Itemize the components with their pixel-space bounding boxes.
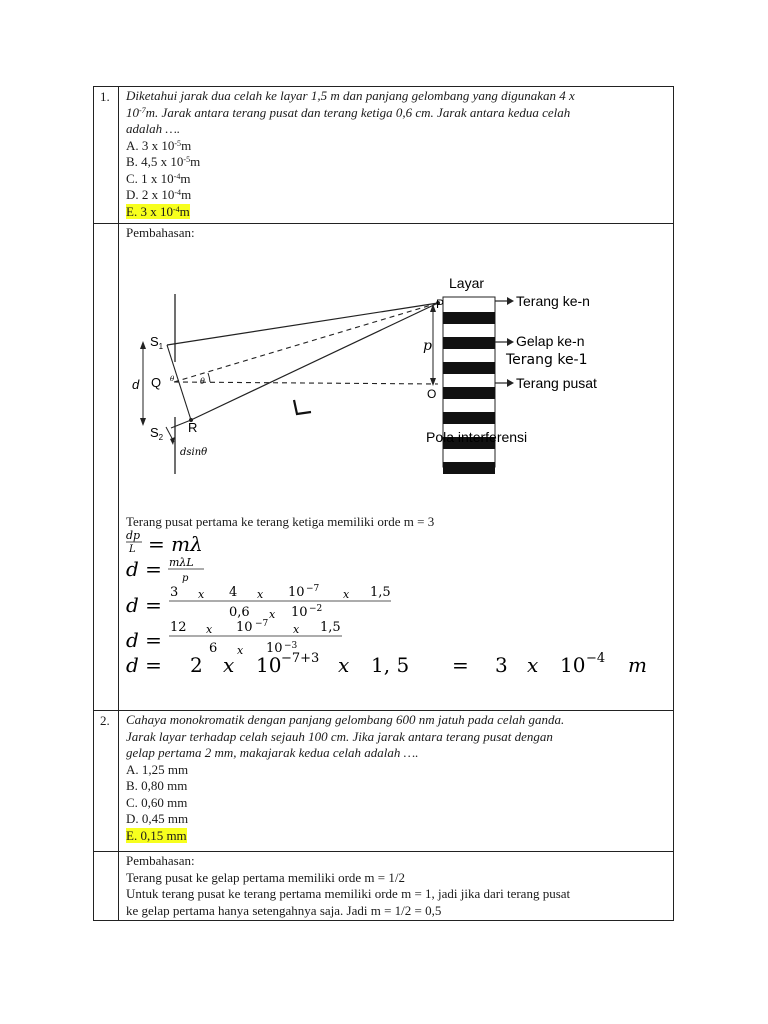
eq4-lhs: d = [126,628,162,652]
eq4-den-4: −3 [284,641,298,651]
number-cell-empty [94,224,119,710]
eq5-d: d = [126,653,162,675]
eq4-num-5: x [293,623,300,636]
option-e-answer: E. 0,15 mm [126,827,187,843]
terang-pusat-label: Terang pusat [516,374,597,391]
eq2-lhs: d = [126,557,162,581]
pola-interferensi-label: Pola interferensi [426,428,528,445]
terang-ke-n-label: Terang ke-n [516,292,590,309]
question-2-row [94,711,673,852]
pembahasan-1-cell [119,224,673,677]
eq3-num-8: 1,5 [370,585,391,600]
eq1-rhs: = mλ [148,532,203,556]
theta-small-label: θ [170,374,175,383]
pembahasan-2-row [94,852,673,920]
eq3-num-6: −7 [306,584,320,594]
question-text: adalah …. [126,121,181,136]
eq4-num-3: 10 [236,620,253,635]
question-number: 1. [94,87,119,223]
eq5-m: m [628,653,647,675]
eq3-num-3: 4 [229,585,238,600]
option-d: D. 2 x $10^{-4}m$ [126,187,192,202]
eq5-exp1: −7+3 [281,651,320,666]
gelap-ke-n-label: Gelap ke-n [516,332,585,349]
eq5-x1: x [223,653,235,675]
dsin-label: dsinθ [180,446,208,458]
option-e-answer: E. 3 x $10^{-4}m$ [126,203,190,219]
s2-label: $S_2$ [150,424,164,442]
eq4-num-2: x [206,623,213,636]
eq5-10b: 10 [560,653,586,675]
eq3-num-4: x [257,588,264,601]
eq5-x2: x [338,653,350,675]
option-a: A. 1,25 mm [126,761,189,777]
eq3-den-2: x [269,608,276,621]
number-cell-empty [94,852,119,920]
r-label: R [188,419,198,435]
question-text: Diketahui jarak dua celah ke layar 1,5 m dan panjang gelombang yang digunakan 4 x [126,88,575,103]
pembahasan-text: Terang pusat ke gelap pertama memiliki orde m = 1/2 [126,869,405,885]
eq5-x3: x [527,653,539,675]
pembahasan-2-cell [119,852,673,921]
eq2-denominator: p [182,573,189,584]
eq4-num-6: 1,5 [320,620,341,635]
eq5-10: 10 [256,653,282,675]
p-label: p [423,337,432,354]
pembahasan-1-row [94,224,673,711]
question-1-cell [119,87,673,222]
theta-label: θ [200,376,205,386]
option-c: C. 1 x $10^{-4}m$ [126,170,191,186]
q-label: Q [151,374,162,390]
eq2-numerator: mλL [169,556,194,569]
eq4-den-3: 10 [266,641,283,656]
eq1-denominator: L [129,544,136,555]
pembahasan-heading: Pembahasan: [126,853,195,868]
question-text: Jarak layar terhadap celah sejauh 100 cm. Jika jarak antara terang pusat dengan [126,728,553,744]
eq3-num-2: x [198,588,205,601]
eq3-num-7: x [343,588,350,601]
eq1-numerator: dp [126,530,141,542]
option-a: A. 3 x $10^{-5}m$ [126,137,192,153]
distance-l-label: L [324,423,325,425]
question-1-row [94,87,673,224]
eq5-15: 1, 5 [371,653,410,675]
eq5-2: 2 [190,653,203,675]
d-label: d [132,376,140,392]
equations [126,530,686,675]
eq3-num-1: 3 [170,585,179,600]
layar-label: Layar [449,274,485,291]
point-o-label: O [427,386,437,401]
pembahasan-heading: Pembahasan: [126,225,195,240]
eq3-num-5: 10 [288,585,305,600]
question-table [93,86,674,921]
option-c: C. 0,60 mm [126,794,188,810]
eq5-3: 3 [495,653,508,675]
eq3-den-1: 0,6 [229,605,250,620]
eq3-lhs: d = [126,593,162,617]
question-text: Cahaya monokromatik dengan panjang gelombang 600 nm jatuh pada celah ganda. [126,712,565,727]
question-number: 2. [94,711,119,851]
orde-statement: Terang pusat pertama ke terang ketiga memiliki orde m = 3 [126,513,435,529]
question-2-cell [119,711,673,846]
eq4-num-1: 12 [170,620,187,635]
eq5-eq: = [452,653,469,675]
option-b: B. 4,5 x $10^{-5}m$ [126,154,201,169]
s1-label: $S_1$ [150,333,164,351]
pembahasan-text: ke gelap pertama hanya setengahnya saja. Jadi m = 1/2 = 0,5 [126,902,442,918]
pembahasan-text: Untuk terang pusat ke terang pertama memiliki orde m = 1, jadi jika dari terang pusat [126,886,571,901]
eq4-den-2: x [237,644,244,657]
eq3-den-3: 10 [291,605,308,620]
option-b: B. 0,80 mm [126,778,188,793]
point-p-label: P [436,296,445,311]
double-slit-figure [126,242,686,512]
terang-ke-1-label: Terang ke-1 [506,351,588,368]
interference-diagram [126,242,686,512]
eq3-den-4: −2 [309,604,323,614]
eq5-exp2: −4 [586,651,606,666]
question-text: gelap pertama 2 mm, makajarak kedua celah adalah …. [126,745,419,760]
option-d: D. 0,45 mm [126,811,189,826]
eq4-num-4: −7 [255,619,269,629]
question-text: $10^{-7}m$. Jarak antara terang pusat dan terang ketiga 0,6 cm. Jarak antara kedua celah [126,104,571,120]
eq4-den-1: 6 [209,641,218,656]
